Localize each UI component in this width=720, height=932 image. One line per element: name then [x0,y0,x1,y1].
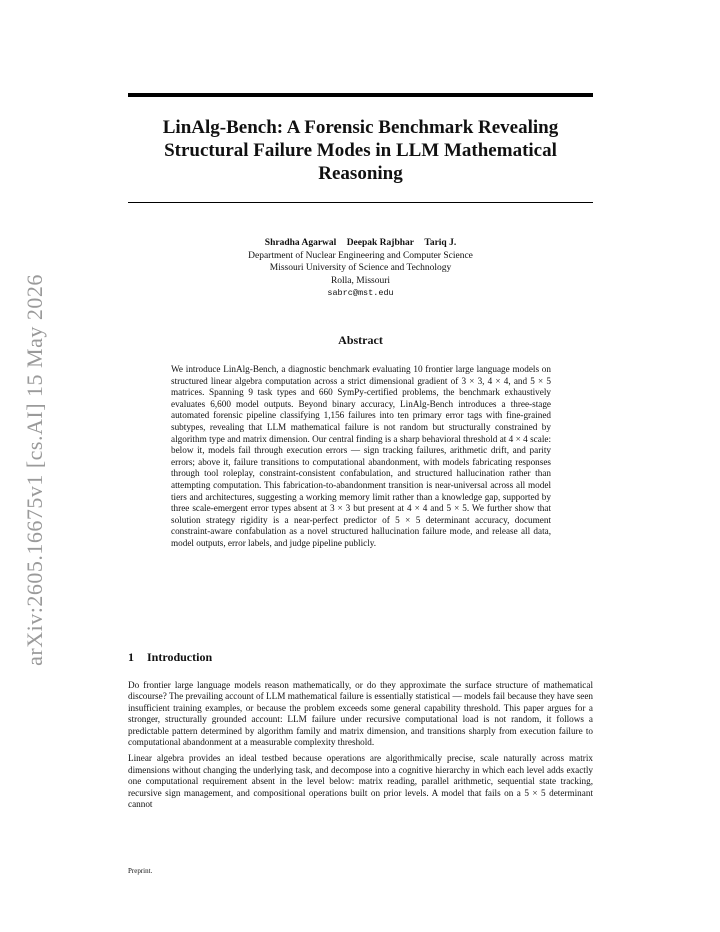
author-2: Deepak Rajbhar [346,238,414,248]
arxiv-sidebar [20,260,50,680]
author-email[interactable]: sabrc@mst.edu [327,288,394,298]
paper-title: LinAlg-Bench: A Forensic Benchmark Revealing Structural Failure Modes in LLM Mathematical Reasoning [162,117,559,184]
paragraph-2: Linear algebra provides an ideal testbed because operations are algorithmically precise, scale naturally across matrix dimensions without changing the underlying task, and decompose into a cognitive hierarchy in which each level adds exactly one computational requirement absent in the level below: matrix reading, parallel arithmetic, sequential state tracking, recursive sign management, and compositional operations built on prior levels. A model that fails on a 5 × 5 determinant cannot [128,753,593,810]
page-footer: Preprint. [128,867,153,875]
section-body [128,680,593,815]
author-1: Shradha Agarwal [264,238,337,248]
author-location: Rolla, Missouri [330,275,391,286]
section-title: Introduction [147,650,213,664]
paragraph-1: Do frontier large language models reason mathematically, or do they approximate the surface structure of mathematical discourse? The prevailing account of LLM mathematical failure is essentially statistical — models fail because they have seen insufficient training examples, or because the problem exceeds some general capability threshold. This paper argues for a stronger, structurally grounded account: LLM failure under recursive computational load is not random, it follows a predictable pattern determined by algorithm family and matrix dimension, and transitions sharply from execution failure to computational abandonment at a measurable complexity threshold. [128,680,593,748]
section-heading [128,650,212,665]
title-top-rule [128,93,593,97]
abstract-heading: Abstract [338,333,383,347]
author-3: Tariq J. [424,238,457,248]
arxiv-identifier: arXiv:2605.16675v1 [cs.AI] 15 May 2026 [22,274,47,666]
author-block [128,237,593,300]
author-university: Missouri University of Science and Technology [269,263,452,273]
title-bottom-rule [128,202,593,203]
section-number: 1 [128,650,134,664]
abstract-text: We introduce LinAlg-Bench, a diagnostic benchmark evaluating 10 frontier large language models on structured linear algebra computation across a strict dimensional gradient of 3 × 3, 4 × 4, and 5 × 5 matrices. Spanning 9 task types and 660 SymPy-certified problems, the benchmark exhaustively evaluates 6,600 model outputs. Beyond binary accuracy, LinAlg-Bench introduces a three-stage automated forensic pipeline classifying 1,156 failures into ten primary error tags with fine-grained subtypes, revealing that LLM mathematical failure is not random but structurally constrained by algorithm type and matrix dimension. Our central finding is a sharp behavioral threshold at 4 × 4 scale: below it, models fail through execution errors — sign tracking failures, arithmetic drift, and parity errors; above it, failure transitions to computational abandonment, with models fabricating responses through tool roleplay, constraint-consistent confabulation, and structured hallucination rather than attempting computation. This fabrication-to-abandonment transition is near-universal across all model tiers and architectures, suggesting a working memory limit rather than a knowledge gap, supported by three scale-emergent error types absent at 3 × 3 but present at 4 × 4 and 5 × 5. We further show that solution strategy rigidity is a near-perfect predictor of 5 × 5 determinant accuracy, document constraint-aware confabulation as a novel structured hallucination failure mode, and release all data, model outputs, error labels, and judge pipeline publicly. [171,364,551,548]
author-names [128,237,593,250]
author-department: Department of Nuclear Engineering and Computer Science [248,250,473,261]
